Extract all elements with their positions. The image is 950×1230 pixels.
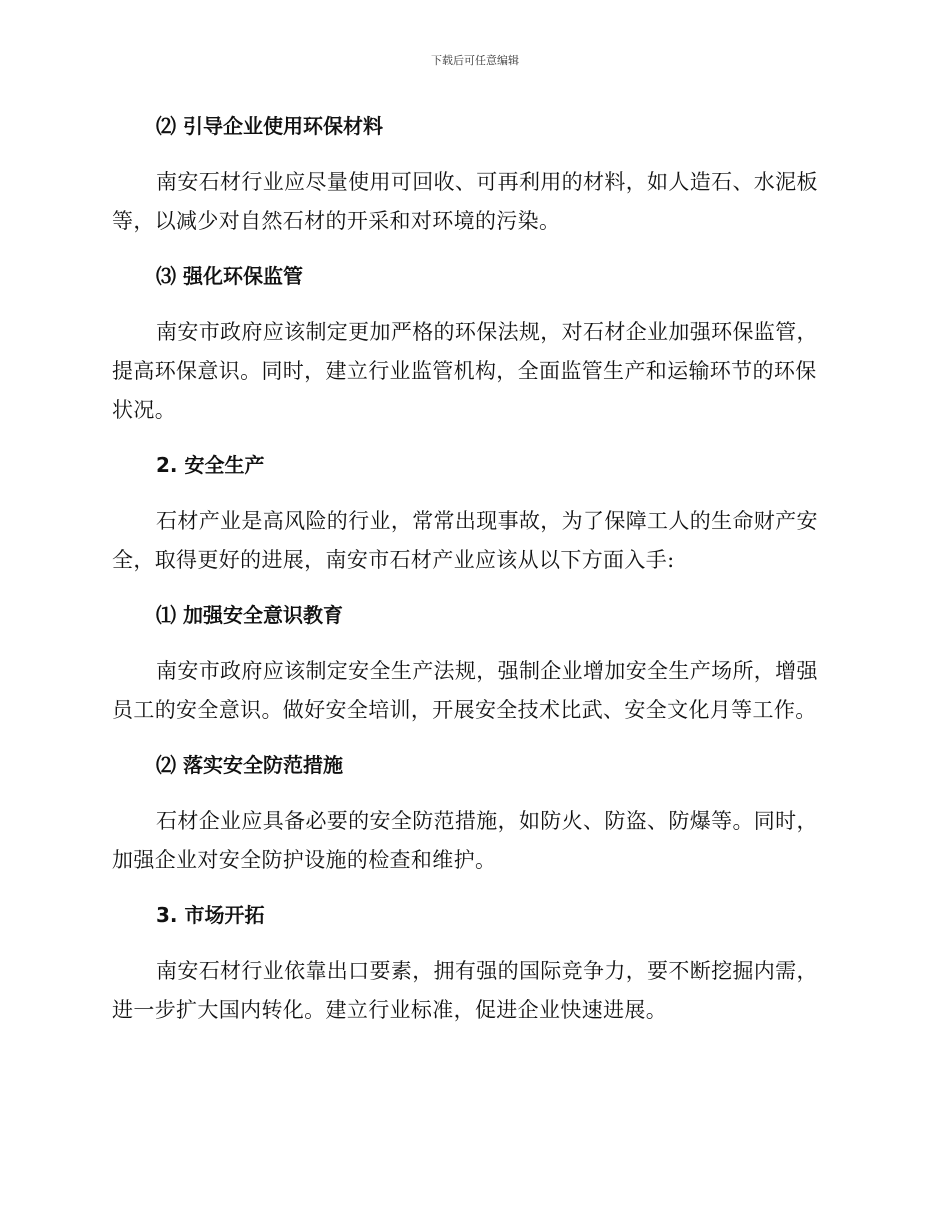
section-paragraph-market-expansion: 南安石材行业依靠出口要素，拥有强的国际竞争力，要不断挖掘内需，进一步扩大国内转化。建立行业标准，促进企业快速进展。 xyxy=(112,959,818,1022)
section-paragraph-safety-awareness: 南安市政府应该制定安全生产法规，强制企业增加安全生产场所，增强员工的安全意识。做好安全培训，开展安全技术比武、安全文化月等工作。 xyxy=(112,659,818,722)
section-heading-safety-measures: ⑵ 落实安全防范措施 xyxy=(156,753,343,777)
document-body xyxy=(112,110,832,1030)
page-header: 下载后可任意编辑 xyxy=(431,54,519,67)
section-heading-guide-eco-materials: ⑵ 引导企业使用环保材料 xyxy=(156,114,383,138)
section-paragraph-safety-production: 石材产业是高风险的行业，常常出现事故，为了保障工人的生命财产安全，取得更好的进展，南安市石材产业应该从以下方面入手: xyxy=(112,509,818,572)
section-heading-market-expansion: 3. 市场开拓 xyxy=(156,903,265,927)
section-paragraph-safety-measures: 石材企业应具备必要的安全防范措施，如防火、防盗、防爆等。同时，加强企业对安全防护设施的检查和维护。 xyxy=(112,809,818,872)
section-heading-environmental-supervision: ⑶ 强化环保监管 xyxy=(156,264,303,288)
section-paragraph-guide-eco-materials: 南安石材行业应尽量使用可回收、可再利用的材料，如人造石、水泥板等，以减少对自然石材的开采和对环境的污染。 xyxy=(112,170,818,233)
section-heading-safety-production: 2. 安全生产 xyxy=(156,453,265,477)
section-paragraph-environmental-supervision: 南安市政府应该制定更加严格的环保法规，对石材企业加强环保监管，提高环保意识。同时，建立行业监管机构，全面监管生产和运输环节的环保状况。 xyxy=(112,320,818,422)
section-heading-safety-awareness: ⑴ 加强安全意识教育 xyxy=(156,603,343,627)
